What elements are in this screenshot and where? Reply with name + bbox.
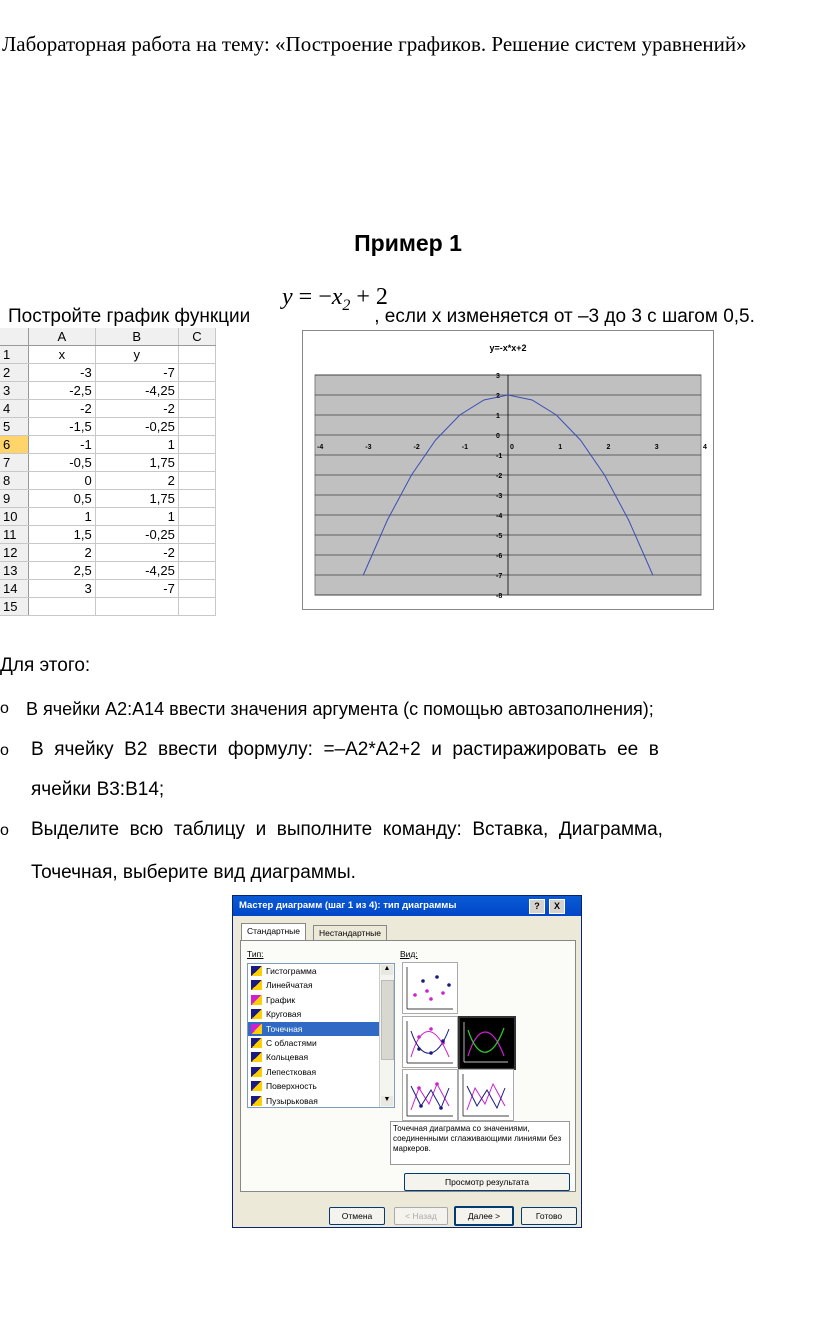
step-2-cont: ячейки В3:В14; xyxy=(31,779,165,800)
dialog-titlebar[interactable] xyxy=(233,896,581,916)
chart-type-label: Точечная xyxy=(266,1023,303,1034)
surface-icon xyxy=(251,1081,262,1091)
step-3-cont: Точечная, выберите вид диаграммы. xyxy=(31,862,356,883)
step-text: В ячейку В2 ввести формулу: =–А2*А2+2 и растиражировать ее в xyxy=(31,739,659,760)
example-heading: Пример 1 xyxy=(354,230,462,256)
chart-type-item[interactable] xyxy=(248,978,394,992)
y-tick-label: 2 xyxy=(496,393,500,400)
bar-chart-icon xyxy=(251,966,262,976)
chart-type-item[interactable] xyxy=(248,1065,394,1079)
cell[interactable]: 0 xyxy=(29,472,96,490)
chart-type-label: Лепестковая xyxy=(266,1066,317,1077)
table-row xyxy=(0,400,216,418)
cell[interactable]: -3 xyxy=(29,364,96,382)
view-label: Вид: xyxy=(400,949,418,959)
scatter-icon xyxy=(251,1024,262,1034)
chart-type-label: График xyxy=(266,994,296,1005)
chart-wizard-dialog xyxy=(232,895,582,1228)
cell[interactable] xyxy=(178,418,215,436)
cell[interactable]: -7 xyxy=(95,364,178,382)
row-header[interactable]: 14 xyxy=(0,580,29,598)
row-header[interactable]: 12 xyxy=(0,544,29,562)
row-header[interactable]: 4 xyxy=(0,400,29,418)
cell[interactable]: -2 xyxy=(95,400,178,418)
row-header[interactable]: 13 xyxy=(0,562,29,580)
x-tick-label: 3 xyxy=(654,444,659,451)
pie-chart-icon xyxy=(251,1009,262,1019)
scroll-thumb[interactable] xyxy=(381,980,394,1060)
lines-markers-icon xyxy=(403,1070,457,1120)
chart-type-label: С областями xyxy=(266,1037,317,1048)
cell[interactable]: 2 xyxy=(95,472,178,490)
tab-standard[interactable]: Стандартные xyxy=(241,923,306,941)
chart-type-item[interactable] xyxy=(248,1079,394,1093)
function-formula xyxy=(282,284,388,315)
finish-button[interactable]: Готово xyxy=(521,1207,577,1225)
chart-type-label: Линейчатая xyxy=(266,980,313,991)
cell[interactable] xyxy=(178,364,215,382)
subtype-lines-no-markers[interactable] xyxy=(458,1069,514,1121)
row-header[interactable]: 15 xyxy=(0,598,29,616)
y-tick-label: -5 xyxy=(496,533,503,540)
preview-result-button[interactable]: Просмотр результата xyxy=(404,1173,570,1191)
spreadsheet xyxy=(0,328,216,616)
back-button[interactable]: < Назад xyxy=(394,1207,448,1225)
subtype-description: Точечная диаграмма со значениями, соединенными сглаживающими линиями без маркеров. xyxy=(390,1121,570,1165)
cell[interactable]: -7 xyxy=(95,580,178,598)
task-prefix: Постройте график функции xyxy=(8,306,251,327)
chart-type-label: Пузырьковая xyxy=(266,1095,318,1106)
y-tick-label: -4 xyxy=(496,513,503,520)
row-header[interactable]: 8 xyxy=(0,472,29,490)
chart-container xyxy=(302,330,714,610)
y-tick-label: -2 xyxy=(496,473,503,480)
cell[interactable]: 1,75 xyxy=(95,490,178,508)
formula-tail: + 2 xyxy=(350,284,388,310)
cell[interactable]: -0,25 xyxy=(95,526,178,544)
subtype-smooth-markers[interactable] xyxy=(402,1016,458,1068)
chart-title: y=-x*x+2 xyxy=(489,343,527,353)
chart-type-list[interactable] xyxy=(247,963,395,1108)
chart-type-item[interactable] xyxy=(248,993,394,1007)
column-header[interactable]: A xyxy=(29,328,96,346)
y-tick-label: 3 xyxy=(496,373,500,380)
list-scrollbar[interactable] xyxy=(379,964,394,1107)
tab-custom[interactable]: Нестандартные xyxy=(313,925,387,941)
step-text: Выделите всю таблицу и выполните команду: Вставка, Диаграмма, xyxy=(31,819,663,840)
bubble-icon xyxy=(251,1096,262,1106)
cell[interactable]: 2 xyxy=(29,544,96,562)
row-header[interactable]: 3 xyxy=(0,382,29,400)
subtype-smooth-no-markers[interactable] xyxy=(458,1016,516,1070)
cell[interactable]: x xyxy=(29,346,96,364)
cell[interactable]: 1 xyxy=(95,508,178,526)
chart-type-item[interactable] xyxy=(248,1036,394,1050)
subtype-scatter-markers[interactable] xyxy=(402,962,458,1014)
cell[interactable]: 0,5 xyxy=(29,490,96,508)
column-header-row xyxy=(0,328,216,346)
cell[interactable] xyxy=(95,598,178,616)
row-header[interactable]: 7 xyxy=(0,454,29,472)
y-tick-label: -7 xyxy=(496,573,503,580)
row-header[interactable]: 5 xyxy=(0,418,29,436)
y-tick-label: -1 xyxy=(496,453,503,460)
column-header[interactable]: B xyxy=(95,328,178,346)
cell[interactable]: -2,5 xyxy=(29,382,96,400)
table-row xyxy=(0,382,216,400)
x-tick-label: 4 xyxy=(703,444,707,451)
cell[interactable]: 2,5 xyxy=(29,562,96,580)
chart-type-item[interactable] xyxy=(248,1094,394,1108)
area-chart-icon xyxy=(251,1038,262,1048)
cell[interactable]: -4,25 xyxy=(95,562,178,580)
bullet-icon: o xyxy=(0,742,9,759)
corner-cell xyxy=(0,328,29,346)
subtype-lines-markers[interactable] xyxy=(402,1069,458,1121)
formula-var: x xyxy=(331,284,343,310)
cell[interactable]: 3 xyxy=(29,580,96,598)
x-tick-label: 0 xyxy=(510,444,514,451)
y-tick-label: 1 xyxy=(496,413,500,420)
x-tick-label: -2 xyxy=(413,444,420,451)
table-row xyxy=(0,526,216,544)
chart-type-label: Поверхность xyxy=(266,1081,317,1092)
cell[interactable]: y xyxy=(95,346,178,364)
cell[interactable] xyxy=(178,526,215,544)
row-header[interactable]: 9 xyxy=(0,490,29,508)
step-1 xyxy=(0,690,654,728)
x-tick-label: 1 xyxy=(558,444,563,451)
cell[interactable]: 1 xyxy=(95,436,178,454)
row-header[interactable]: 11 xyxy=(0,526,29,544)
cancel-button[interactable]: Отмена xyxy=(329,1207,385,1225)
x-tick-label: 2 xyxy=(606,444,611,451)
cell[interactable] xyxy=(178,454,215,472)
step-2 xyxy=(0,731,816,769)
bullet-icon: o xyxy=(0,700,9,717)
cell[interactable] xyxy=(178,562,215,580)
cell[interactable]: -1,5 xyxy=(29,418,96,436)
chart-type-item[interactable] xyxy=(248,1050,394,1064)
y-tick-label: -3 xyxy=(496,493,503,500)
line-chart-icon xyxy=(251,995,262,1005)
horizontal-bar-icon xyxy=(251,980,262,990)
cell[interactable]: -1 xyxy=(29,436,96,454)
help-button[interactable]: ? xyxy=(529,899,545,914)
table-row xyxy=(0,580,216,598)
cell[interactable]: -4,25 xyxy=(95,382,178,400)
cell[interactable] xyxy=(178,508,215,526)
chart-type-label: Гистограмма xyxy=(266,966,317,976)
table-row xyxy=(0,472,216,490)
row-header[interactable]: 2 xyxy=(0,364,29,382)
task-suffix: , если x изменяется от –3 до 3 с шагом 0,5. xyxy=(374,306,755,327)
step-text: В ячейки А2:А14 ввести значения аргумента (с помощью автозаполнения); xyxy=(26,699,654,719)
x-tick-label: -3 xyxy=(365,444,372,451)
cell[interactable]: -0,25 xyxy=(95,418,178,436)
cell[interactable] xyxy=(178,580,215,598)
cell[interactable]: 1 xyxy=(29,508,96,526)
cell[interactable] xyxy=(178,436,215,454)
row-header[interactable]: 10 xyxy=(0,508,29,526)
cell[interactable]: 1,75 xyxy=(95,454,178,472)
row-header[interactable]: 6 xyxy=(0,436,29,454)
table-row xyxy=(0,436,216,454)
next-button[interactable]: Далее > xyxy=(454,1206,514,1226)
formula-sub: 2 xyxy=(342,296,351,314)
chart-type-label: Круговая xyxy=(266,1009,302,1020)
x-tick-label: -1 xyxy=(461,444,468,451)
table-row xyxy=(0,454,216,472)
chart-type-label: Кольцевая xyxy=(266,1052,309,1063)
scroll-down-icon[interactable]: ▼ xyxy=(381,1096,393,1106)
doughnut-icon xyxy=(251,1052,262,1062)
type-label: Тип: xyxy=(247,949,264,959)
cell[interactable] xyxy=(29,598,96,616)
cell[interactable]: 1,5 xyxy=(29,526,96,544)
formula-lhs: y xyxy=(282,284,293,310)
table-row xyxy=(0,346,216,364)
document-title: Лабораторная работа на тему: «Построение графиков. Решение систем уравнений» xyxy=(2,32,747,56)
formula-eq: = − xyxy=(298,284,332,310)
y-tick-label: -8 xyxy=(496,593,503,600)
close-button[interactable]: X xyxy=(549,899,565,914)
scroll-up-icon[interactable]: ▲ xyxy=(381,965,393,975)
cell[interactable] xyxy=(178,346,215,364)
column-header[interactable]: C xyxy=(178,328,215,346)
smooth-lines-markers-icon xyxy=(403,1017,457,1067)
x-tick-label: -4 xyxy=(317,444,324,451)
table-row xyxy=(0,562,216,580)
table-row xyxy=(0,508,216,526)
step-3 xyxy=(0,811,816,849)
cell[interactable] xyxy=(178,598,215,616)
table-row xyxy=(0,490,216,508)
smooth-lines-icon xyxy=(460,1018,512,1066)
table-row xyxy=(0,364,216,382)
y-tick-label: -6 xyxy=(496,553,503,560)
row-header[interactable]: 1 xyxy=(0,346,29,364)
cell[interactable] xyxy=(178,490,215,508)
cell[interactable]: -0,5 xyxy=(29,454,96,472)
chart-type-item[interactable] xyxy=(248,1007,394,1021)
cell[interactable] xyxy=(178,544,215,562)
cell[interactable] xyxy=(178,400,215,418)
chart-type-item[interactable] xyxy=(248,1022,394,1036)
cell[interactable]: -2 xyxy=(95,544,178,562)
scatter-markers-icon xyxy=(403,963,457,1013)
cell[interactable]: -2 xyxy=(29,400,96,418)
parabola-chart xyxy=(303,331,713,609)
cell[interactable] xyxy=(178,382,215,400)
lines-icon xyxy=(459,1070,513,1120)
chart-type-item[interactable] xyxy=(248,964,394,978)
table-row xyxy=(0,544,216,562)
bullet-icon: o xyxy=(0,822,9,839)
cell[interactable] xyxy=(178,472,215,490)
dialog-title: Мастер диаграмм (шаг 1 из 4): тип диаграммы xyxy=(239,900,457,911)
radar-icon xyxy=(251,1067,262,1077)
table-row xyxy=(0,598,216,616)
y-tick-label: 0 xyxy=(496,433,500,440)
table-row xyxy=(0,418,216,436)
for-this-label: Для этого: xyxy=(0,655,91,676)
